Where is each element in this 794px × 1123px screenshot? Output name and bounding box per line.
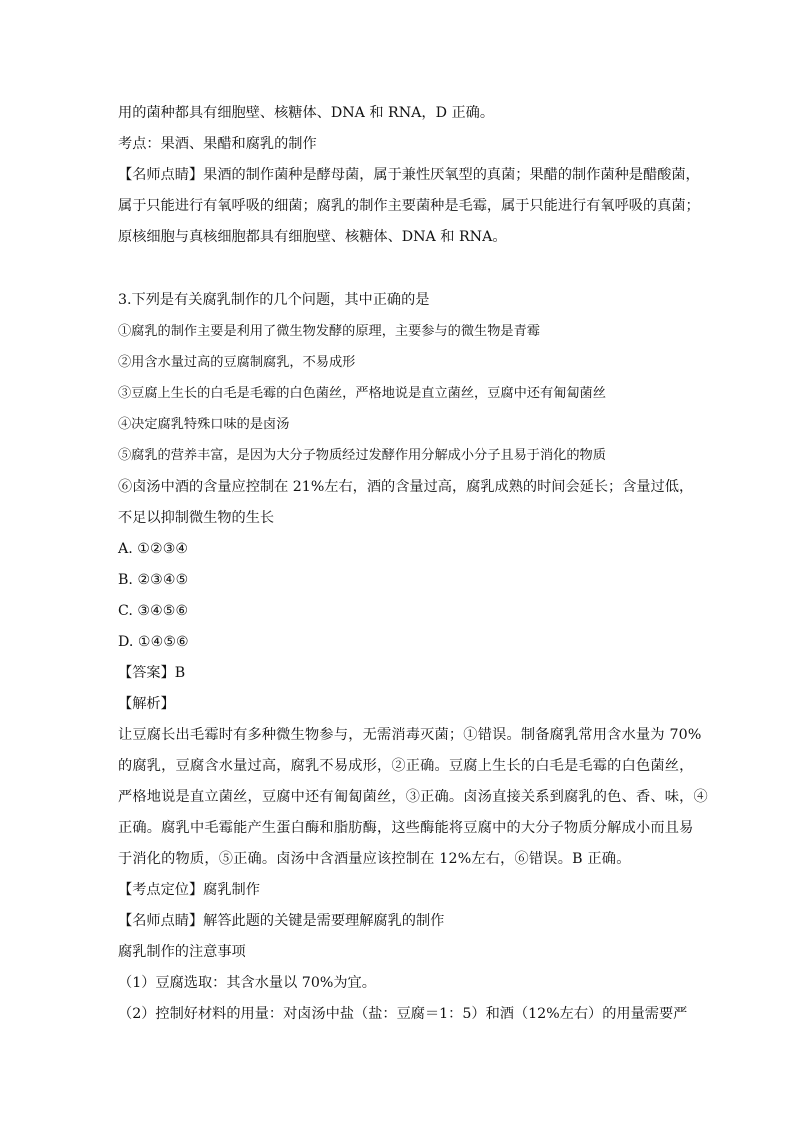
text-line: 【名师点睛】解答此题的关键是需要理解腐乳的制作 xyxy=(118,913,445,929)
text-line: （1）豆腐选取：其含水量以 70%为宜。 xyxy=(118,975,376,991)
statement-item: ⑤腐乳的营养丰富，是因为大分子物质经过发酵作用分解成小分子且易于消化的物质 xyxy=(118,448,606,463)
text-line: 【考点定位】腐乳制作 xyxy=(118,882,260,898)
statement-item: ③豆腐上生长的白毛是毛霉的白色菌丝，严格地说是直立菌丝，豆腐中还有匍匐菌丝 xyxy=(118,386,606,401)
text-line: 的腐乳，豆腐含水量过高，腐乳不易成形，②正确。豆腐上生长的白毛是毛霉的白色菌丝， xyxy=(118,758,694,774)
text-line: 正确。腐乳中毛霉能产生蛋白酶和脂肪酶，这些酶能将豆腐中的大分子物质分解成小而且易 xyxy=(118,820,694,836)
text-line: 让豆腐长出毛霉时有多种微生物参与，无需消毒灭菌；①错误。制备腐乳常用含水量为 70% xyxy=(118,727,702,743)
option-d: D. ①④⑤⑥ xyxy=(118,634,189,650)
statement-item: ④决定腐乳特殊口味的是卤汤 xyxy=(118,417,290,432)
text-line: 不足以抑制微生物的生长 xyxy=(118,510,275,526)
answer-line: 【答案】B xyxy=(118,665,186,681)
text-line: 考点：果酒、果醋和腐乳的制作 xyxy=(118,136,317,152)
statement-item: ①腐乳的制作主要是利用了微生物发酵的原理，主要参与的微生物是青霉 xyxy=(118,324,540,339)
text-line: 【名师点睛】果酒的制作菌种是酵母菌，属于兼性厌氧型的真菌；果醋的制作菌种是醋酸菌， xyxy=(118,167,700,183)
text-line: 用的菌种都具有细胞壁、核糖体、DNA 和 RNA，D 正确。 xyxy=(118,105,495,121)
statement-item: ②用含水量过高的豆腐制腐乳，不易成形 xyxy=(118,355,356,370)
analysis-heading: 【解析】 xyxy=(118,696,175,712)
text-line: 原核细胞与真核细胞都具有细胞壁、核糖体、DNA 和 RNA。 xyxy=(118,229,507,245)
text-line: （2）控制好材料的用量：对卤汤中盐（盐：豆腐＝1：5）和酒（12%左右）的用量需要严 xyxy=(118,1006,688,1022)
text-line: 于消化的物质，⑤正确。卤汤中含酒量应该控制在 12%左右，⑥错误。B 正确。 xyxy=(118,851,631,867)
question-stem: 3.下列是有关腐乳制作的几个问题，其中正确的是 xyxy=(118,292,430,308)
option-a: A. ①②③④ xyxy=(118,541,189,557)
option-c: C. ③④⑤⑥ xyxy=(118,603,189,619)
text-line: 属于只能进行有氧呼吸的细菌；腐乳的制作主要菌种是毛霉，属于只能进行有氧呼吸的真菌； xyxy=(118,198,700,214)
text-line: 腐乳制作的注意事项 xyxy=(118,944,246,960)
option-b: B. ②③④⑤ xyxy=(118,572,189,588)
text-line: 严格地说是直立菌丝，豆腐中还有匍匐菌丝，③正确。卤汤直接关系到腐乳的色、香、味，④ xyxy=(118,789,708,805)
statement-item: ⑥卤汤中酒的含量应控制在 21%左右，酒的含量过高，腐乳成熟的时间会延长；含量过低， xyxy=(118,479,694,495)
